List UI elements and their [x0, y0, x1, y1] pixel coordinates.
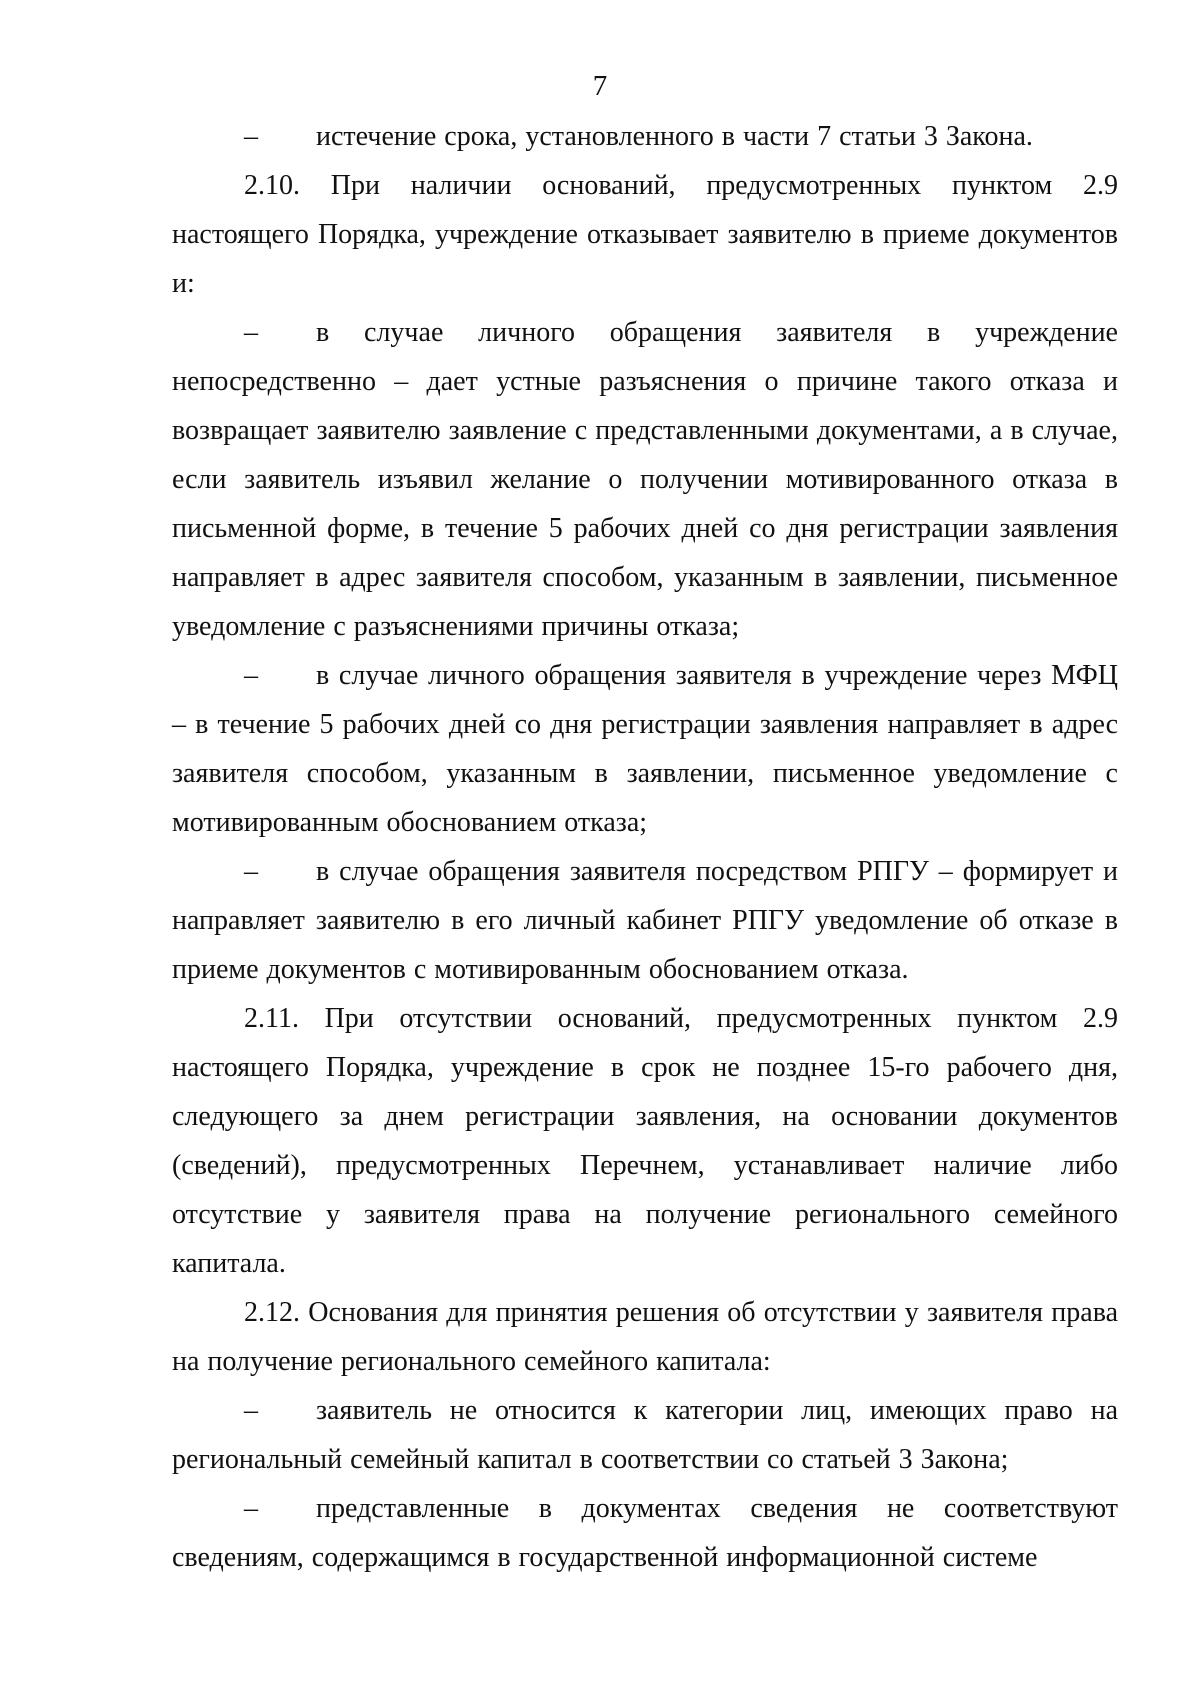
dash-marker: – [244, 856, 258, 887]
dash-marker: – [244, 660, 258, 691]
paragraph-text: 2.10. При наличии оснований, предусмотренных пунктом 2.9 настоящего Порядка, учреждение отказывает заявителю в приеме документов и: [172, 170, 1118, 299]
page-number: 7 [592, 70, 608, 102]
paragraph-text: 2.12. Основания для принятия решения об отсутствии у заявителя права на получение регионального семейного капитала: [172, 1297, 1118, 1377]
list-item-dash [172, 847, 1118, 994]
paragraph-text: в случае личного обращения заявителя в учреждение через МФЦ – в течение 5 рабочих дней со дня регистрации заявления направляет в адрес заявителя способом, указанным в заявлении, письменное уведомление с мотивированным обоснованием отказа; [172, 660, 1118, 838]
paragraph-2-10 [172, 161, 1118, 308]
paragraph-2-12 [172, 1288, 1118, 1386]
dash-marker: – [244, 121, 258, 152]
document-body [172, 112, 1118, 1582]
list-item-dash [172, 651, 1118, 847]
list-item-dash [172, 112, 1118, 161]
paragraph-text: заявитель не относится к категории лиц, имеющих право на региональный семейный капитал в соответствии со статьей 3 Закона; [172, 1395, 1118, 1475]
paragraph-text: представленные в документах сведения не соответствуют сведениям, содержащимся в государственной информационной системе [172, 1493, 1118, 1573]
dash-marker: – [244, 1493, 258, 1524]
dash-marker: – [244, 317, 258, 348]
list-item-dash [172, 1484, 1118, 1582]
list-item-dash [172, 308, 1118, 651]
paragraph-text: в случае личного обращения заявителя в учреждение непосредственно – дает устные разъяснения о причине такого отказа и возвращает заявителю заявление с представленными документами, а в случае, если заявитель изъявил желание о получении мотивированного отказа в письменной форме, в течение 5 рабочих дней со дня регистрации заявления направляет в адрес заявителя способом, указанным в заявлении, письменное уведомление с разъяснениями причины отказа; [172, 317, 1118, 642]
paragraph-text: истечение срока, установленного в части 7 статьи 3 Закона. [316, 121, 1033, 152]
dash-marker: – [244, 1395, 258, 1426]
paragraph-2-11 [172, 994, 1118, 1288]
paragraph-text: в случае обращения заявителя посредством РПГУ – формирует и направляет заявителю в его личный кабинет РПГУ уведомление об отказе в приеме документов с мотивированным обоснованием отказа. [172, 856, 1118, 985]
list-item-dash [172, 1386, 1118, 1484]
paragraph-text: 2.11. При отсутствии оснований, предусмотренных пунктом 2.9 настоящего Порядка, учреждение в срок не позднее 15-го рабочего дня, следующего за днем регистрации заявления, на основании документов (сведений), предусмотренных Перечнем, устанавливает наличие либо отсутствие у заявителя права на получение регионального семейного капитала. [172, 1003, 1118, 1279]
